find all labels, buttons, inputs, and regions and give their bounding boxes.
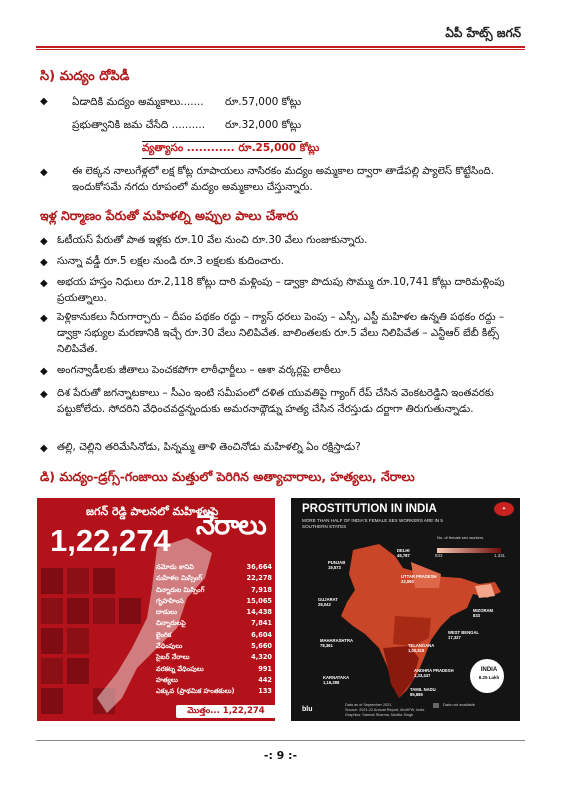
poster-stat-row <box>156 652 272 663</box>
diamond-bullet-icon: ◆ <box>40 389 48 400</box>
map-state-value: 1,33,447 <box>414 673 431 678</box>
brand-badge-icon: ✦ <box>494 502 514 516</box>
no-data-note: Data not available <box>443 702 476 707</box>
poster-stat-row <box>156 607 272 618</box>
map-state-name: MIZORAM <box>473 608 494 613</box>
map-state-value: 22,060 <box>401 579 414 584</box>
map-state-value: 85,886 <box>410 692 423 697</box>
row-label: ఏడాదికి మద్యం అమ్మకాలు....... <box>72 96 204 108</box>
poster-stat-label: హత్యలు <box>156 675 178 684</box>
brand-logo: blu <box>302 706 313 713</box>
map-state-name: TELANGANA <box>408 643 435 648</box>
housing-bullet: పెళ్లికానుకలు నీరుగార్చారు – దీపం పథకం రద్దు – గ్యాస్ ధరలు పెంపు – ఎస్సీ, ఎస్టీ మహిళల ఉన్నతి పథకం రద్దు – డ్వాక్రా సభ్యుల మరణానికి ఇచ్చే రూ.30 వేలు నిలిపివేత. బాలింతలకు రూ.5 వేలు నిలిపివేత – ఎన్టీఆర్ బేబీ కిట్స్ నిలిపివేత. <box>57 311 505 355</box>
poster-stat-row <box>156 641 272 652</box>
legend-title: No. of female sex workers <box>437 535 484 540</box>
poster-stat-value: 442 <box>258 675 272 684</box>
header-rule-thin <box>36 49 525 50</box>
diamond-bullet-icon: ◆ <box>40 236 48 247</box>
map-state-name: TAMIL NADU <box>410 687 436 692</box>
difference-value: రూ.25,000 కోట్లు <box>238 142 320 154</box>
poster-stat-value: 22,278 <box>246 574 272 583</box>
map-state-name: WEST BENGAL <box>448 630 479 635</box>
row-value: రూ.32,000 కోట్లు <box>225 119 302 131</box>
poster-stat-row <box>156 664 272 675</box>
india-value: 8.25 Lakh <box>478 675 500 680</box>
source-line: Source: 2021-22 Annual Report, MoHFW, India <box>345 708 425 712</box>
diamond-bullet-icon: ◆ <box>40 96 48 107</box>
map-state-label <box>401 574 437 584</box>
poster-total-label: మొత్తం... <box>187 706 220 716</box>
difference-label: వ్యత్యాసం ............ <box>142 142 235 154</box>
poster-stat-row <box>156 675 272 686</box>
map-state-label <box>408 643 434 653</box>
map-subtitle: MORE THAN HALF OF INDIA'S FEMALE SEX WORKERS ARE IN 5 SOUTHERN STATES <box>302 518 443 529</box>
header-rule <box>36 46 525 48</box>
poster-stat-row <box>156 618 272 629</box>
map-source <box>345 703 424 718</box>
poster-stat-label: ఎక్కువ (ప్రాథమిక హంతకులు) <box>156 687 235 696</box>
section-c-title: సి) మద్యం దోపిడీ <box>40 69 130 84</box>
india-label: INDIA <box>480 667 498 673</box>
poster-stat-value: 7,841 <box>251 619 272 628</box>
map-state-value: 19,573 <box>328 565 341 570</box>
poster-stat-value: 4,320 <box>251 653 272 662</box>
row-label: ప్రభుత్వానికి జమ చేసేది .......... <box>72 119 206 131</box>
difference-row <box>142 142 319 157</box>
poster-heading: జగన్ రెడ్డి పాలనలో మహిళలపై <box>86 505 219 518</box>
poster-stat-value: 14,438 <box>246 608 272 617</box>
housing-bullet: దిశ పేరుతో జగన్నాటకాలు – సీఎం ఇంటి సమీపంలో దళిత యువతిపై గ్యాంగ్ రేప్ చేసిన వెంకటరెడ్డిని ఇంతవరకు పట్టుకోలేదు. సోదరిని వేధించవద్దన్నందుకు అమరనాథ్గౌడ్ను హత్య చేసిన నేరస్తుడు దర్జాగా తిరుగుతున్నాడు. <box>57 387 494 415</box>
diamond-bullet-icon: ◆ <box>40 167 48 178</box>
poster-stat-row <box>156 585 272 596</box>
poster-stat-label: వేధింపులు <box>156 642 183 651</box>
poster-big-number: 1,22,274 <box>50 523 171 558</box>
map-state-label <box>414 668 454 678</box>
poster-stat-label: గృహహింస <box>156 596 184 605</box>
poster-stat-label: లైంగిక <box>156 630 172 639</box>
poster-stat-label: చిన్నారులపై <box>156 619 186 628</box>
map-state-label <box>328 560 345 570</box>
page-number: -: 9 :- <box>263 749 298 762</box>
housing-bullet: సున్నా వడ్డీ రూ.5 లక్షల నుండి రూ.3 లక్షలకు కుదించారు. <box>57 255 284 267</box>
map-state-label <box>410 687 436 697</box>
map-state-value: 78,361 <box>320 643 333 648</box>
legend-max: 1.33L <box>494 553 506 558</box>
map-state-label <box>473 608 493 618</box>
diamond-bullet-icon: ◆ <box>40 313 48 324</box>
poster-stat-label: నమోదు కానివి <box>156 563 194 571</box>
map-state-name: UTTAR PRADESH <box>401 574 437 579</box>
poster-stat-label: చిన్నారుల మిస్సింగ్ <box>156 585 205 594</box>
graphics-credit: Graphics: Samrat Sharma, Mudita Singh <box>345 713 414 717</box>
row-value: రూ.57,000 కోట్లు <box>225 96 302 108</box>
poster-word: నేరాలు <box>196 510 266 541</box>
map-state-label <box>320 638 353 648</box>
map-state-label <box>397 548 410 558</box>
poster-total-value: 1,22,274 <box>222 706 265 716</box>
diamond-bullet-icon: ◆ <box>40 443 48 454</box>
map-state-name: PUNJAB <box>328 560 346 565</box>
running-header: ఏపీ హేట్స్ జగన్ <box>445 26 521 40</box>
diamond-bullet-icon: ◆ <box>40 366 48 377</box>
poster-stat-label: వరకట్న వేధింపులు <box>156 664 204 673</box>
map-state-value: 17,327 <box>448 635 461 640</box>
map-title: PROSTITUTION IN INDIA <box>302 503 437 515</box>
map-state-name: KARNATAKA <box>323 675 350 680</box>
poster-stat-label: దాడులు <box>156 608 177 617</box>
poster-stat-value: 133 <box>258 687 272 696</box>
map-state-value: 1,16,288 <box>323 680 340 685</box>
map-state-name: DELHI <box>397 548 410 553</box>
map-state-label <box>323 675 349 685</box>
housing-bullet: అభయ హస్తం నిధులు రూ.2,118 కోట్లు దారి మళ్లింపు – డ్వాక్రా పొదుపు సొమ్ము రూ.10,741 కోట్లు దారిమళ్లింపు ప్రయత్నాలు. <box>57 276 505 304</box>
footer-rule <box>36 740 525 741</box>
section-c-note: ఈ లెక్కన నాలుగేళ్లలో లక్ష కోట్ల రూపాయలు నాసిరకం మద్యం అమ్మకాల ద్వారా తాడేపల్లి ప్యాలెస్ కొట్టేసింది. ఇందుకోసమే నగదు రూపంలో మద్యం అమ్మకాలు చేస్తున్నారు. <box>72 165 494 193</box>
map-state-label <box>448 630 479 640</box>
housing-bullet: తల్లి, చెల్లిని తరిమేసినోడు, పిన్నమ్మ తాళి తెంచినోడు మహిళల్ని ఏం రక్షిస్తాడు? <box>57 441 361 453</box>
map-state-name: ANDHRA PRADESH <box>414 668 454 673</box>
poster-stat-row <box>156 686 272 697</box>
poster-stats-list <box>156 562 272 698</box>
housing-bullet: ఓటీయస్ పేరుతో పాత ఇళ్లకు రూ.10 వేల నుంచి రూ.30 వేలు గుంజుకున్నారు. <box>57 234 368 246</box>
section-d-title: డి) మద్యం-డ్రగ్స్-గంజాయి మత్తులో పెరిగిన అత్యాచారాలు, హత్యలు, నేరాలు <box>40 469 415 484</box>
map-state-value: 1,00,818 <box>408 648 425 653</box>
housing-title: ఇళ్ల నిర్మాణం పేరుతో మహిళల్ని అప్పుల పాలు చేశారు <box>40 208 299 223</box>
poster-stat-row <box>156 630 272 641</box>
source-line: Data as of September 2021 <box>345 703 392 707</box>
map-state-name: GUJARAT <box>318 597 338 602</box>
map-state-value: 28,042 <box>318 602 331 607</box>
poster-stat-value: 36,664 <box>246 563 272 571</box>
india-total <box>476 667 502 681</box>
poster-stat-value: 6,604 <box>251 630 272 639</box>
poster-stat-value: 15,065 <box>246 596 272 605</box>
poster-total <box>176 705 276 718</box>
poster-stat-label: మహిళల మిస్సింగ్ <box>156 574 203 583</box>
map-state-value: 46,787 <box>397 553 410 558</box>
poster-stat-row <box>156 562 272 573</box>
poster-stat-row <box>156 596 272 607</box>
poster-stat-value: 991 <box>258 664 272 673</box>
diamond-bullet-icon: ◆ <box>40 257 48 268</box>
map-state-value: 833 <box>473 613 480 618</box>
map-state-name: MAHARASHTRA <box>320 638 354 643</box>
poster-stat-value: 5,660 <box>251 642 272 651</box>
poster-stat-row <box>156 573 272 584</box>
poster-stat-value: 7,918 <box>251 585 272 594</box>
map-state-label <box>318 597 338 607</box>
poster-stat-label: సైబర్ నేరాలు <box>156 653 190 662</box>
diamond-bullet-icon: ◆ <box>40 278 48 289</box>
legend-min: 833 <box>435 553 443 558</box>
housing-bullet: అంగన్వాడీలకు జీతాలు పెంచకపోగా లాఠీఛార్జీలు – ఆశా వర్కర్లపై లాఠీలు <box>57 364 341 376</box>
